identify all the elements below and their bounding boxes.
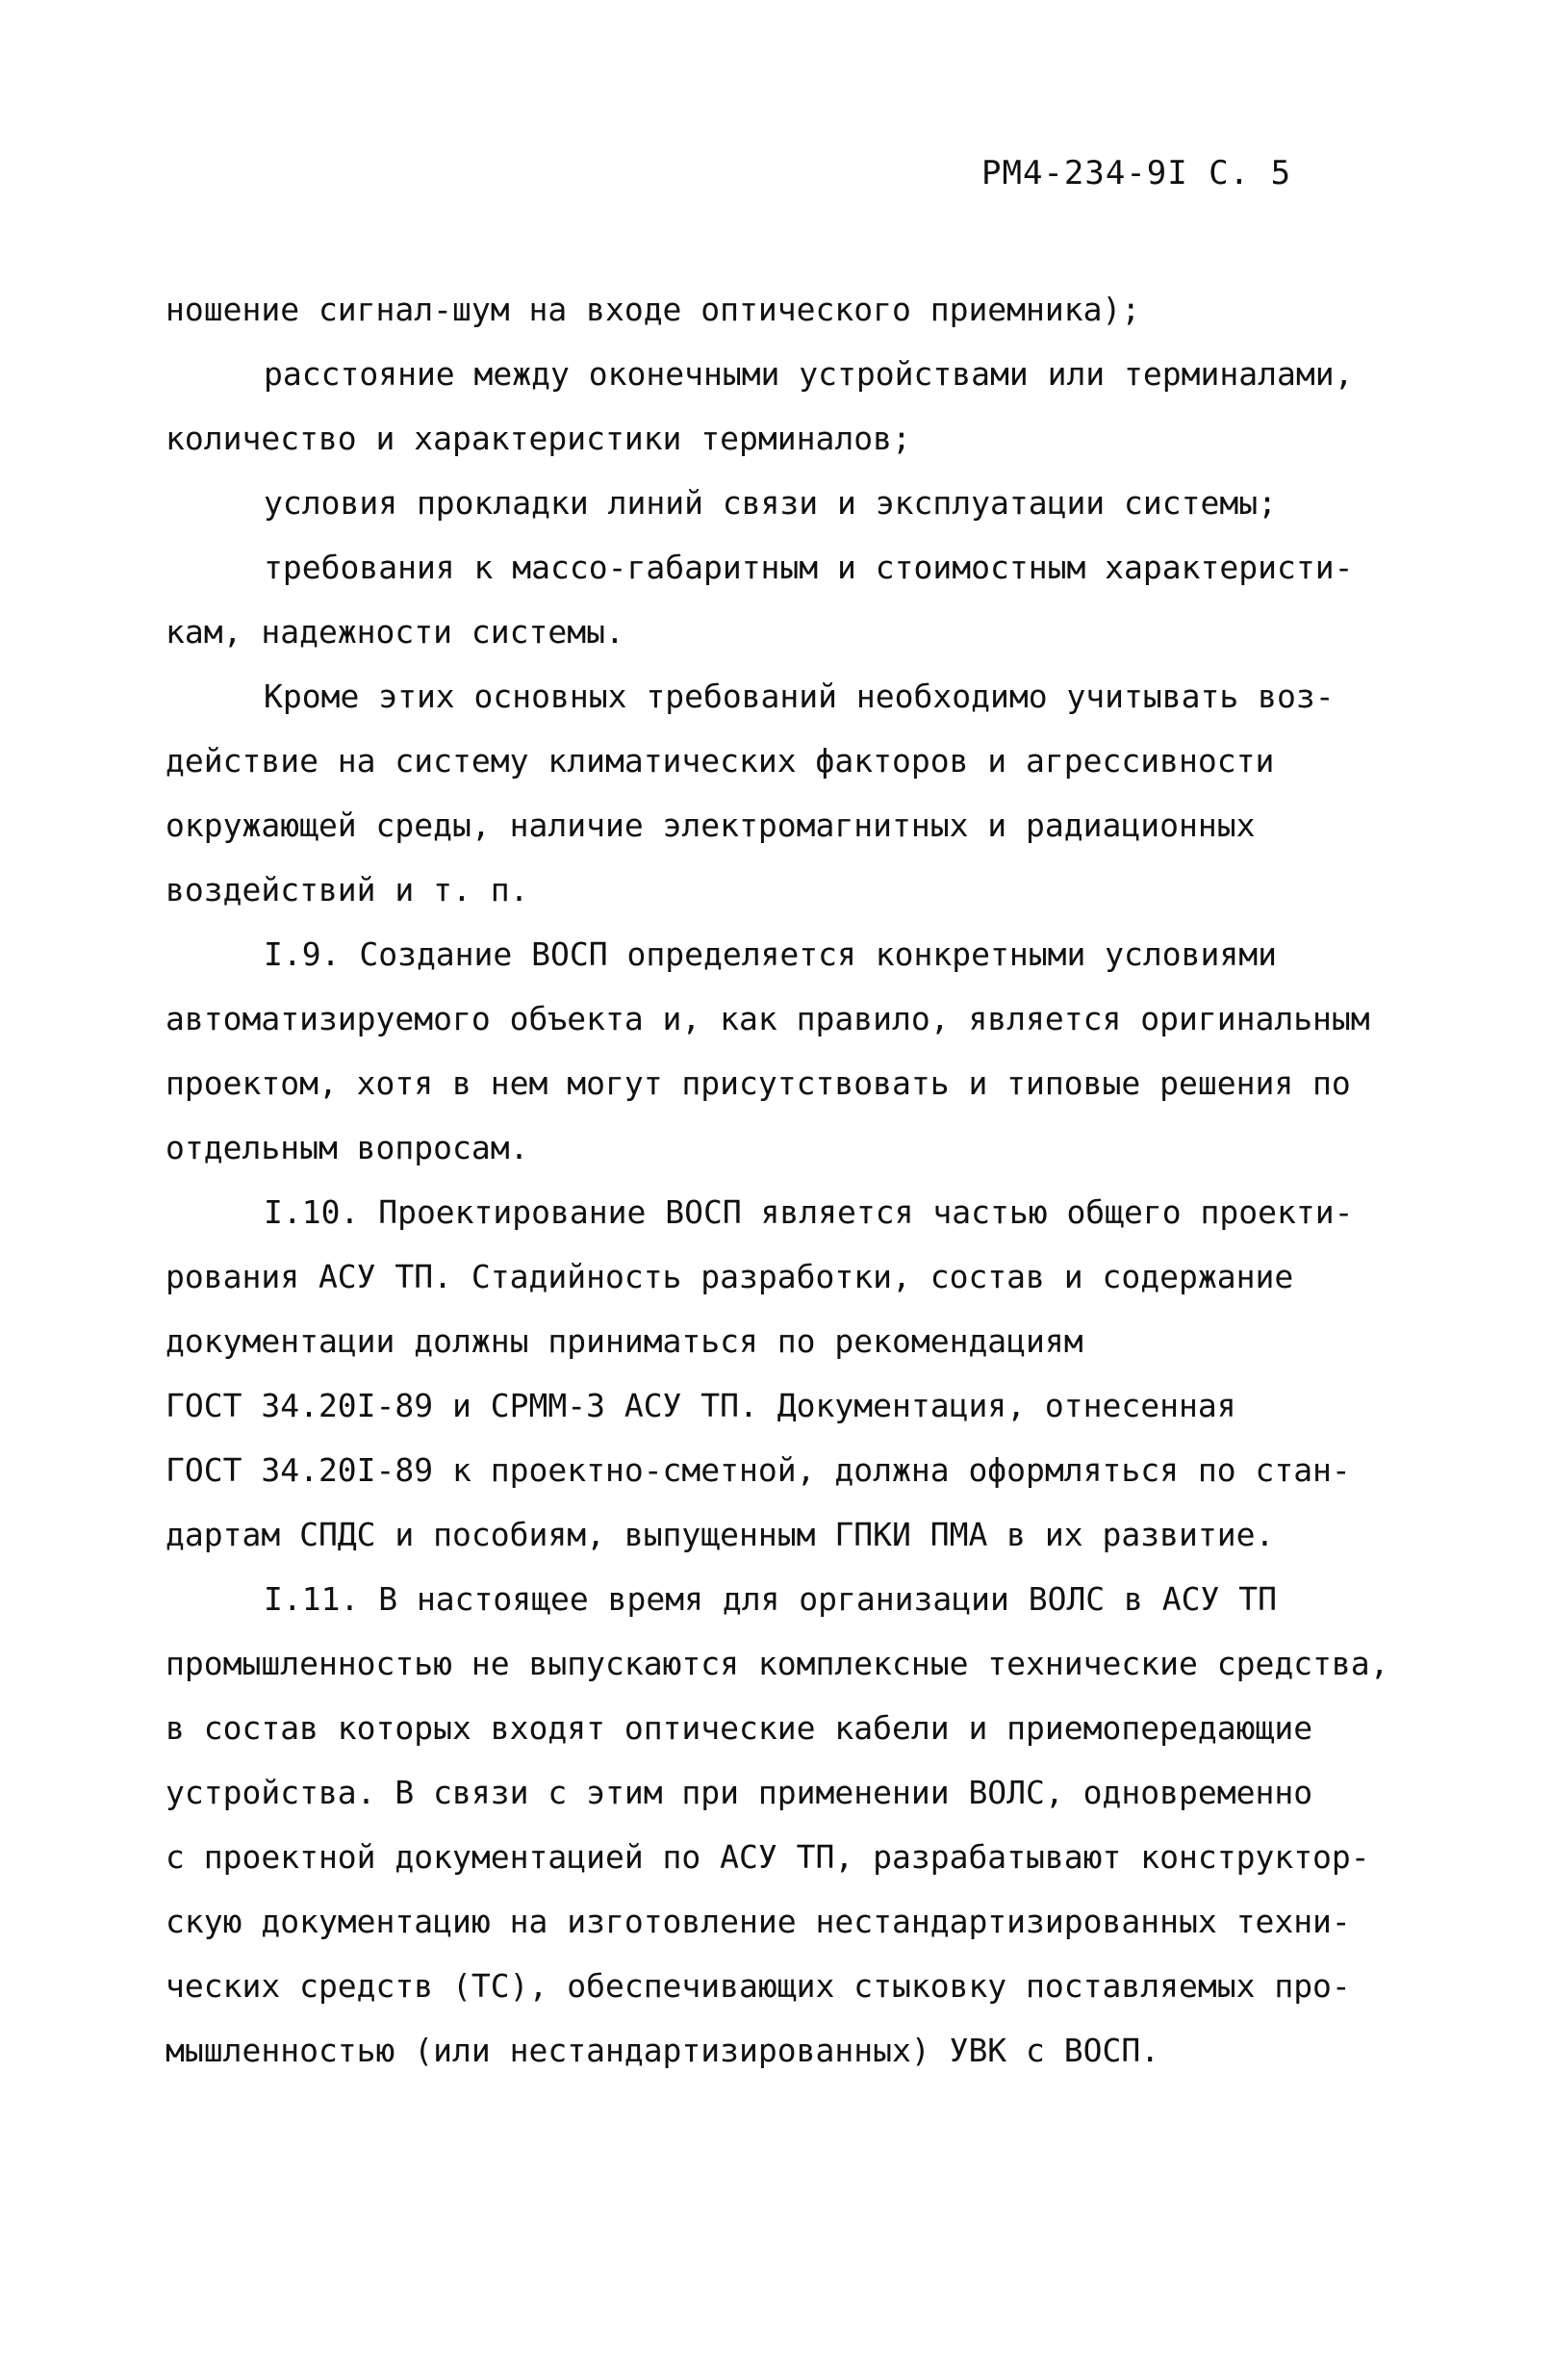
text-line: кам, надежности системы. <box>165 613 624 651</box>
text-line: I.9. Создание ВОСП определяется конкретными условиями <box>264 935 1277 973</box>
text-line: I.10. Проектирование ВОСП является частью общего проекти- <box>264 1193 1354 1231</box>
text-line: отдельным вопросам. <box>165 1129 529 1166</box>
text-line: устройства. В связи с этим при применении ВОЛС, одновременно <box>165 1774 1313 1811</box>
text-line: воздействий и т. п. <box>165 871 529 908</box>
text-line: ческих средств (ТС), обеспечивающих стыковку поставляемых про- <box>165 1967 1351 2005</box>
text-line: автоматизируемого объекта и, как правило, является оригинальным <box>165 1000 1370 1037</box>
text-line: скую документацию на изготовление нестандартизированных техни- <box>165 1903 1351 1940</box>
text-line: Кроме этих основных требований необходимо учитывать воз- <box>264 678 1335 715</box>
text-line: промышленностью не выпускаются комплексные технические средства, <box>165 1645 1389 1682</box>
text-line: действие на систему климатических факторов и агрессивности <box>165 742 1275 780</box>
text-line: I.11. В настоящее время для организации ВОЛС в АСУ ТП <box>264 1580 1277 1618</box>
text-line: требования к массо-габаритным и стоимостным характеристи- <box>264 549 1354 586</box>
text-line: количество и характеристики терминалов; <box>165 420 911 457</box>
text-line: расстояние между оконечными устройствами или терминалами, <box>264 355 1354 393</box>
text-line: рования АСУ ТП. Стадийность разработки, состав и содержание <box>165 1258 1294 1295</box>
text-line: проектом, хотя в нем могут присутствовать и типовые решения по <box>165 1064 1351 1102</box>
text-line: с проектной документацией по АСУ ТП, разрабатывают конструктор- <box>165 1838 1370 1876</box>
text-line: в состав которых входят оптические кабели и приемопередающие <box>165 1709 1313 1747</box>
page-header-code: РМ4-234-9I С. 5 <box>981 154 1292 192</box>
text-line: окружающей среды, наличие электромагнитных и радиационных <box>165 806 1256 844</box>
text-line: дартам СПДС и пособиям, выпущенным ГПКИ ПМА в их развитие. <box>165 1516 1275 1553</box>
body-text <box>165 277 1493 2083</box>
text-line: мышленностью (или нестандартизированных) УВК с ВОСП. <box>165 2032 1160 2069</box>
text-line: ГОСТ 34.20I-89 к проектно-сметной, должна оформляться по стан- <box>165 1451 1351 1489</box>
text-line: ношение сигнал-шум на входе оптического приемника); <box>165 291 1141 328</box>
text-line: документации должны приниматься по рекомендациям <box>165 1322 1083 1360</box>
text-line: условия прокладки линий связи и эксплуатации системы; <box>264 484 1277 522</box>
text-line: ГОСТ 34.20I-89 и СРММ-3 АСУ ТП. Документация, отнесенная <box>165 1387 1236 1424</box>
